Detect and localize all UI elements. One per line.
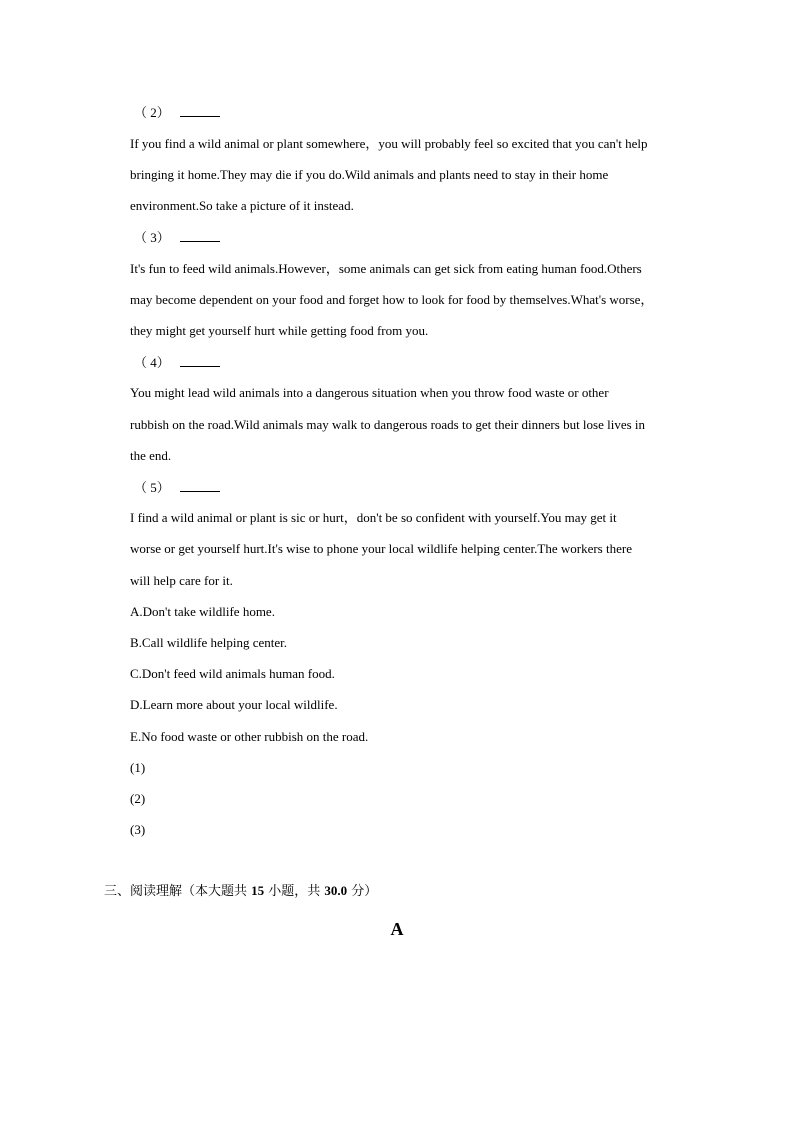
passage-line: they might get yourself hurt while getting food from you.: [130, 323, 429, 338]
passage-line: environment.So take a picture of it instead.: [130, 198, 354, 213]
passage-line: If you find a wild animal or plant somewhere，you will probably feel so excited that you can't help: [130, 136, 648, 151]
passage-line: the end.: [130, 448, 172, 463]
option-a: A.Don't take wildlife home.: [130, 604, 275, 619]
question-number-2: （ 2）: [134, 104, 220, 121]
passage-line: will help care for it.: [130, 573, 233, 588]
passage-line: may become dependent on your food and forget how to look for food by themselves.What's worse，: [130, 292, 654, 307]
question-number-4: （ 4）: [134, 354, 220, 371]
passage-line: worse or get yourself hurt.It's wise to phone your local wildlife helping center.The workers there: [130, 541, 632, 556]
answer-blank-3[interactable]: [180, 229, 220, 242]
passage-line: You might lead wild animals into a dangerous situation when you throw food waste or other: [130, 385, 609, 400]
answer-blank-5[interactable]: [180, 479, 220, 492]
answer-slot-3: (3): [130, 822, 146, 837]
passage-line: It's fun to feed wild animals.However，some animals can get sick from eating human food.Others: [130, 261, 642, 276]
part-heading: A: [390, 919, 404, 939]
section-title: 三、阅读理解（本大题共 15 小题，共 30.0 分）: [104, 883, 378, 899]
answer-blank-2[interactable]: [180, 104, 220, 117]
option-d: D.Learn more about your local wildlife.: [130, 697, 338, 712]
question-number-3: （ 3）: [134, 229, 220, 246]
answer-slot-1: (1): [130, 760, 146, 775]
option-c: C.Don't feed wild animals human food.: [130, 666, 335, 681]
passage-line: I find a wild animal or plant is sic or hurt，don't be so confident with yourself.You may get it: [130, 510, 617, 525]
passage-line: bringing it home.They may die if you do.Wild animals and plants need to stay in their home: [130, 167, 609, 182]
answer-blank-4[interactable]: [180, 354, 220, 367]
answer-slot-2: (2): [130, 791, 146, 806]
option-b: B.Call wildlife helping center.: [130, 635, 288, 650]
question-number-5: （ 5）: [134, 479, 220, 496]
option-e: E.No food waste or other rubbish on the road.: [130, 729, 369, 744]
passage-line: rubbish on the road.Wild animals may walk to dangerous roads to get their dinners but lose lives in: [130, 417, 646, 432]
